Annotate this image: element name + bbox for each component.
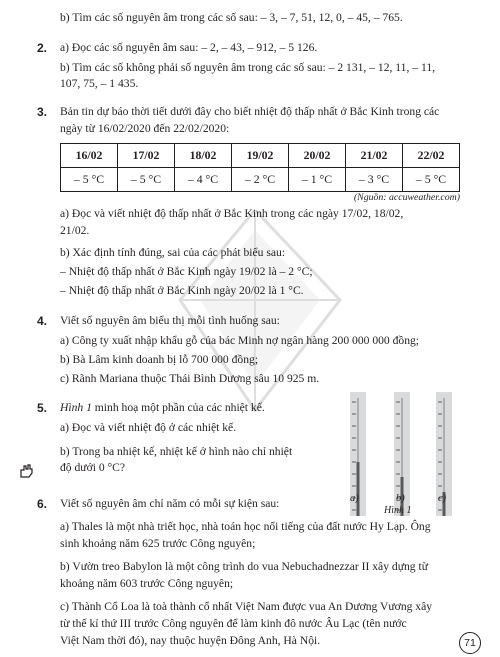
exercise-6a-line2: sinh khoảng năm 625 trước Công nguyên; xyxy=(60,537,256,550)
table-cell-date: 18/02 xyxy=(175,144,232,168)
table-cell-temp: – 5 °C xyxy=(403,168,460,192)
exercise-5-number: 5. xyxy=(37,401,48,415)
table-row xyxy=(61,168,460,192)
table-cell-temp: – 4 °C xyxy=(175,168,232,192)
exercise-6c-line1: c) Thành Cổ Loa là toà thành cổ nhất Việt Nam được vua An Dương Vương xây xyxy=(60,600,433,613)
exercise-3a-line2: 21/02. xyxy=(60,224,90,237)
page-number: 71 xyxy=(459,632,481,654)
exercise-1b: b) Tìm các số nguyên âm trong các số sau: – 3, – 7, 51, 12, 0, – 45, – 765. xyxy=(60,11,403,24)
statement-2: – Nhiệt độ thấp nhất ở Bắc Kinh ngày 20/02 là 1 °C. xyxy=(60,284,304,297)
exercise-6c-line2: từ thế kỉ thứ III trước Công nguyên để làm kinh đô nước Âu Lạc (tên nước xyxy=(60,617,407,630)
exercise-3a-line1: a) Đọc và viết nhiệt độ thấp nhất ở Bắc Kinh trong các ngày 17/02, 18/02, xyxy=(60,207,404,220)
exercise-2b-line1: b) Tìm các số không phải số nguyên âm trong các số sau: – 2 131, – 12, 11, – 11, xyxy=(60,61,436,74)
thermometer-label-c: c) xyxy=(438,493,447,504)
exercise-6c-line3: Việt Nam thời đó), nay thuộc huyện Đông Anh, Hà Nội. xyxy=(60,634,321,647)
exercise-5-intro-text: minh hoạ một phần của các nhiệt kế. xyxy=(91,401,265,414)
exercise-5b-line1: b) Trong ba nhiệt kế, nhiệt kế ở hình nào chỉ nhiệt xyxy=(60,445,293,458)
exercise-4-intro: Viết số nguyên âm biểu thị mỗi tình huống sau: xyxy=(60,314,280,327)
exercise-2b-line2: 107, 75, – 1 435. xyxy=(60,77,139,90)
exercise-4b: b) Bà Lâm kinh doanh bị lỗ 700 000 đồng; xyxy=(60,353,259,366)
exercise-6-intro: Viết số nguyên âm chỉ năm có mỗi sự kiện sau: xyxy=(60,497,280,510)
exercise-4c: c) Rãnh Mariana thuộc Thái Bình Dương sâu 10 925 m. xyxy=(60,372,320,385)
table-cell-temp: – 2 °C xyxy=(232,168,289,192)
exercise-6-number: 6. xyxy=(37,497,48,511)
exercise-3-intro-line2: ngày từ 16/02/2020 đến 22/02/2020: xyxy=(60,122,230,135)
exercise-3-number: 3. xyxy=(37,105,48,119)
exercise-5b-line2: độ dưới 0 °C? xyxy=(60,461,126,474)
thermometer-label-a: a) xyxy=(350,493,359,504)
table-cell-temp: – 5 °C xyxy=(61,168,118,192)
exercise-6b-line1: b) Vườn treo Babylon là một công trình do vua Nebuchadnezzar II xây dựng từ xyxy=(60,560,428,573)
table-cell-date: 22/02 xyxy=(403,144,460,168)
table-cell-temp: – 5 °C xyxy=(118,168,175,192)
table-header-row xyxy=(61,144,460,168)
figure-reference: Hình 1 xyxy=(60,401,92,414)
temperature-table xyxy=(60,143,460,192)
exercise-3-intro-line1: Bản tin dự báo thời tiết dưới đây cho biết nhiệt độ thấp nhất ở Bắc Kinh trong các xyxy=(60,105,440,118)
thermometer-label-b: b) xyxy=(396,493,405,504)
exercise-5a: a) Đọc và viết nhiệt độ ở các nhiệt kế. xyxy=(60,421,237,434)
exercise-5-intro xyxy=(60,402,265,414)
statement-1: – Nhiệt độ thấp nhất ở Bắc Kinh ngày 19/02 là – 2 °C; xyxy=(60,265,313,278)
table-cell-date: 21/02 xyxy=(346,144,403,168)
table-source: (Nguồn: accuweather.com) xyxy=(353,192,460,203)
pointing-hand-icon xyxy=(18,462,36,480)
figure-caption: Hình 1 xyxy=(384,505,412,516)
table-cell-temp: – 1 °C xyxy=(289,168,346,192)
table-cell-date: 19/02 xyxy=(232,144,289,168)
exercise-6a-line1: a) Thales là một nhà triết học, nhà toán học nổi tiếng của đất nước Hy Lạp. Ông xyxy=(60,520,431,533)
table-cell-date: 16/02 xyxy=(61,144,118,168)
exercise-2a: a) Đọc các số nguyên âm sau: – 2, – 43, – 912, – 5 126. xyxy=(60,41,318,54)
table-cell-date: 17/02 xyxy=(118,144,175,168)
table-cell-temp: – 3 °C xyxy=(346,168,403,192)
exercise-2-number: 2. xyxy=(37,41,48,55)
exercise-6b-line2: khoảng năm 603 trước Công nguyên; xyxy=(60,577,234,590)
exercise-4-number: 4. xyxy=(37,314,48,328)
exercise-3b: b) Xác định tính đúng, sai của các phát biểu sau: xyxy=(60,246,286,259)
exercise-4a: a) Công ty xuất nhập khẩu gỗ của bác Minh nợ ngân hàng 200 000 000 đồng; xyxy=(60,334,420,347)
table-cell-date: 20/02 xyxy=(289,144,346,168)
